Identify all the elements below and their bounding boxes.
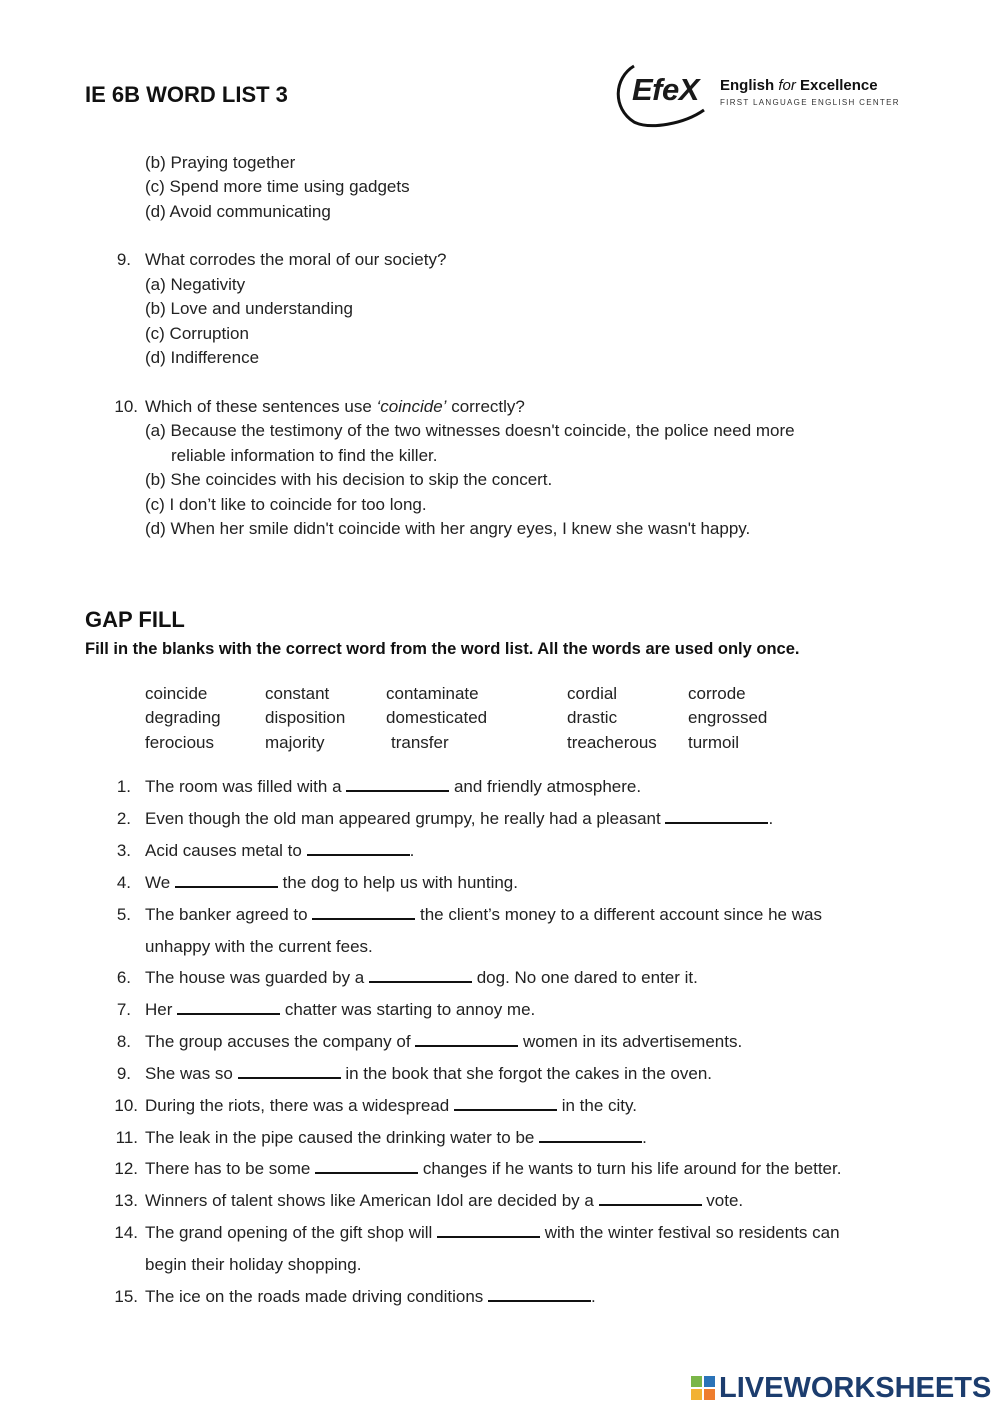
- option-text: (a) Because the testimony of the two witnesses doesn't coincide, the police need more: [145, 421, 795, 440]
- word-bank-item: transfer: [391, 733, 449, 752]
- word-bank-item: turmoil: [688, 733, 740, 752]
- answer-blank[interactable]: [307, 840, 410, 856]
- word-bank-item: ferocious: [145, 733, 214, 752]
- logo-tagline: English for Excellence: [720, 77, 878, 94]
- word-bank-item: corrode: [688, 684, 746, 703]
- word-bank-item: contaminate: [386, 684, 479, 703]
- option-text: (c) I don’t like to coincide for too long.: [145, 495, 427, 514]
- option-text: (a) Negativity: [145, 275, 246, 294]
- word-bank-item: drastic: [567, 708, 618, 727]
- logo-subtitle: FIRST LANGUAGE ENGLISH CENTER: [720, 98, 900, 107]
- section-instruction: Fill in the blanks with the correct word from the word list. All the words are used only once.: [85, 640, 800, 658]
- answer-blank[interactable]: [175, 872, 278, 888]
- answer-blank[interactable]: [665, 808, 768, 824]
- option-text: (d) When her smile didn't coincide with her angry eyes, I knew she wasn't happy.: [145, 519, 751, 538]
- option-text: (c) Corruption: [145, 324, 249, 343]
- answer-blank[interactable]: [315, 1158, 418, 1174]
- answer-blank[interactable]: [312, 904, 415, 920]
- word-bank-item: degrading: [145, 708, 221, 727]
- answer-blank[interactable]: [238, 1063, 341, 1079]
- question-number: 10.: [114, 397, 138, 416]
- word-bank-item: engrossed: [688, 708, 768, 727]
- word-bank-item: coincide: [145, 684, 208, 703]
- word-bank-item: constant: [265, 684, 330, 703]
- answer-blank[interactable]: [177, 999, 280, 1015]
- question-text: Which of these sentences use ‘coincide’ correctly?: [145, 397, 525, 416]
- question-number: 9.: [116, 250, 131, 269]
- answer-blank[interactable]: [415, 1031, 518, 1047]
- option-text: (b) Love and understanding: [145, 299, 353, 318]
- efex-logo: [612, 60, 902, 128]
- answer-blank[interactable]: [454, 1095, 557, 1111]
- option-text: (b) Praying together: [145, 153, 296, 172]
- answer-blank[interactable]: [369, 967, 472, 983]
- option-text: reliable information to find the killer.: [171, 446, 438, 465]
- answer-blank[interactable]: [488, 1286, 591, 1302]
- page-title: IE 6B WORD LIST 3: [85, 82, 288, 107]
- option-text: (d) Avoid communicating: [145, 202, 331, 221]
- answer-blank[interactable]: [599, 1190, 702, 1206]
- word-bank-item: domesticated: [386, 708, 488, 727]
- answer-blank[interactable]: [346, 776, 449, 792]
- liveworksheets-logo: [691, 1372, 992, 1404]
- section-title: GAP FILL: [85, 607, 185, 632]
- word-bank-item: treacherous: [567, 733, 657, 752]
- word-bank-item: majority: [265, 733, 325, 752]
- option-text: (c) Spend more time using gadgets: [145, 177, 410, 196]
- question-text: What corrodes the moral of our society?: [145, 250, 447, 269]
- word-bank-item: disposition: [265, 708, 346, 727]
- answer-blank[interactable]: [437, 1222, 540, 1238]
- liveworksheets-icon: [691, 1376, 715, 1400]
- option-text: (d) Indifference: [145, 348, 260, 367]
- option-text: (b) She coincides with his decision to skip the concert.: [145, 470, 553, 489]
- answer-blank[interactable]: [539, 1127, 642, 1143]
- word-bank-item: cordial: [567, 684, 618, 703]
- liveworksheets-wordmark: LIVEWORKSHEETS: [719, 1372, 992, 1404]
- logo-brand: EfeX: [632, 72, 699, 107]
